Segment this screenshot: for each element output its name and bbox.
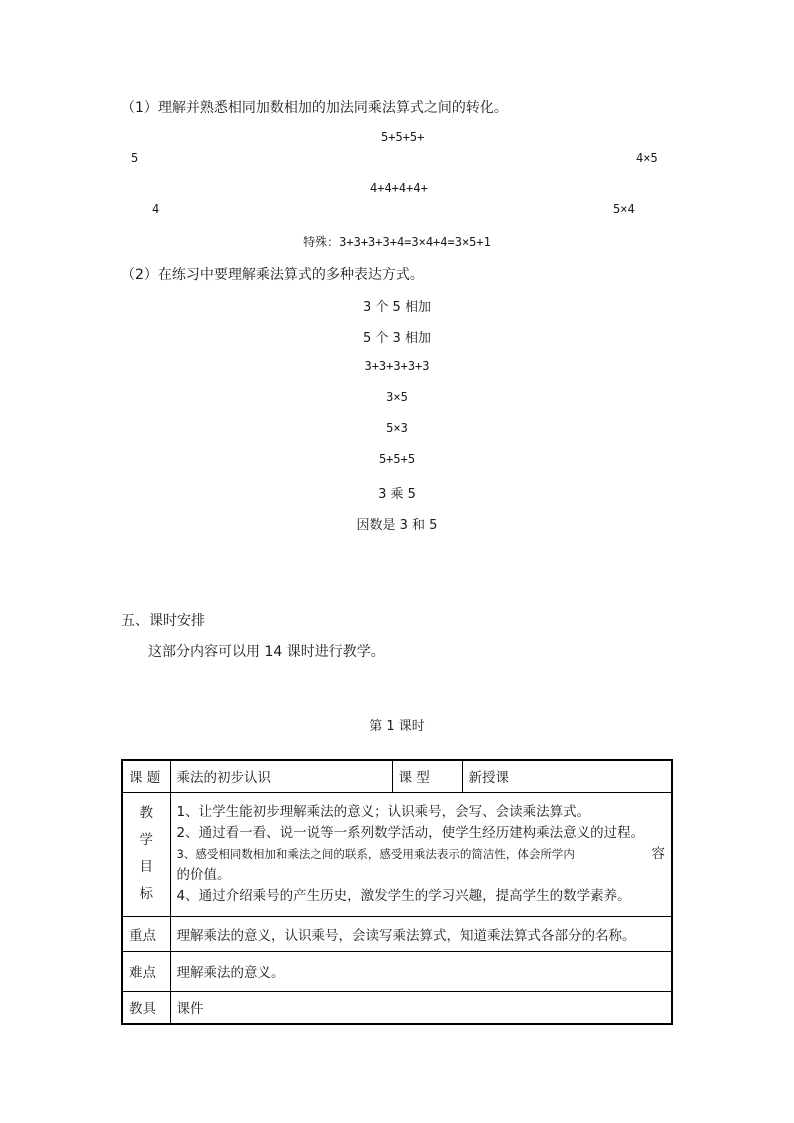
expr-b-cont: 4 [152, 202, 160, 216]
goals-label-char: 教 [139, 805, 153, 821]
expr-a: 5+5+5+ [381, 130, 425, 144]
tools-value: 课件 [170, 991, 672, 1024]
key-value: 理解乘法的意义，认识乘号，会读写乘法算式，知道乘法算式各部分的名称。 [170, 916, 672, 951]
goal-3-tail: 容 [651, 845, 665, 862]
goal-3-line [177, 844, 666, 865]
expression-6: 5+5+5 [378, 452, 416, 466]
table-row-goals [122, 792, 672, 916]
tools-label: 教具 [122, 991, 170, 1024]
topic-label: 课 题 [122, 760, 170, 792]
expression-8: 因数是 3 和 5 [356, 518, 438, 533]
lesson-plan-table [121, 759, 673, 1025]
table-row-key [122, 916, 672, 951]
goals-label [122, 792, 170, 916]
expression-5: 5×3 [386, 421, 408, 435]
expression-3: 3+3+3+3+3 [364, 359, 430, 373]
expr-b: 4+4+4+4+ [370, 181, 428, 195]
expression-2: 5 个 3 相加 [363, 331, 431, 346]
special-case: 特殊：3+3+3+3+4=3×4+4=3×5+1 [303, 235, 491, 249]
item2-title: （2）在练习中要理解乘法算式的多种表达方式。 [121, 267, 424, 283]
goal-1: 1、让学生能初步理解乘法的意义；认识乘号，会写、会读乘法算式。 [176, 803, 591, 820]
table-row-difficult [122, 951, 672, 991]
goals-content [170, 792, 672, 916]
difficult-label: 难点 [122, 951, 170, 991]
type-label: 课 型 [392, 760, 462, 792]
goal-2: 2、通过看一看、说一说等一系列数学活动，使学生经历建构乘法意义的过程。 [176, 824, 645, 841]
expr-b-result: 5×4 [613, 202, 635, 216]
key-label: 重点 [122, 916, 170, 951]
schedule-text: 这部分内容可以用 14 课时进行教学。 [148, 644, 385, 660]
goal-3-cont: 的价值。 [176, 866, 231, 883]
goals-label-char: 标 [139, 886, 153, 902]
schedule-heading: 五、课时安排 [121, 613, 205, 629]
difficult-value: 理解乘法的意义。 [170, 951, 672, 991]
topic-value: 乘法的初步认识 [170, 760, 392, 792]
expr-a-result: 4×5 [636, 151, 658, 165]
item1-title: （1）理解并熟悉相同加数相加的加法同乘法算式之间的转化。 [121, 100, 508, 116]
goals-label-char: 目 [139, 859, 153, 875]
expression-1: 3 个 5 相加 [363, 300, 431, 315]
lesson-title: 第 1 课时 [369, 719, 425, 734]
expression-7: 3 乘 5 [378, 487, 416, 502]
table-row-tools [122, 991, 672, 1024]
goal-4: 4、通过介绍乘号的产生历史，激发学生的学习兴趣，提高学生的数学素养。 [176, 887, 631, 904]
type-value: 新授课 [462, 760, 672, 792]
expression-4: 3×5 [386, 390, 408, 404]
table-row-topic [122, 760, 672, 792]
goals-label-char: 学 [139, 832, 153, 848]
goal-3: 3、感受相同数相加和乘法之间的联系，感受用乘法表示的简洁性，体会所学内 [176, 846, 575, 861]
expr-a-cont: 5 [131, 151, 139, 165]
